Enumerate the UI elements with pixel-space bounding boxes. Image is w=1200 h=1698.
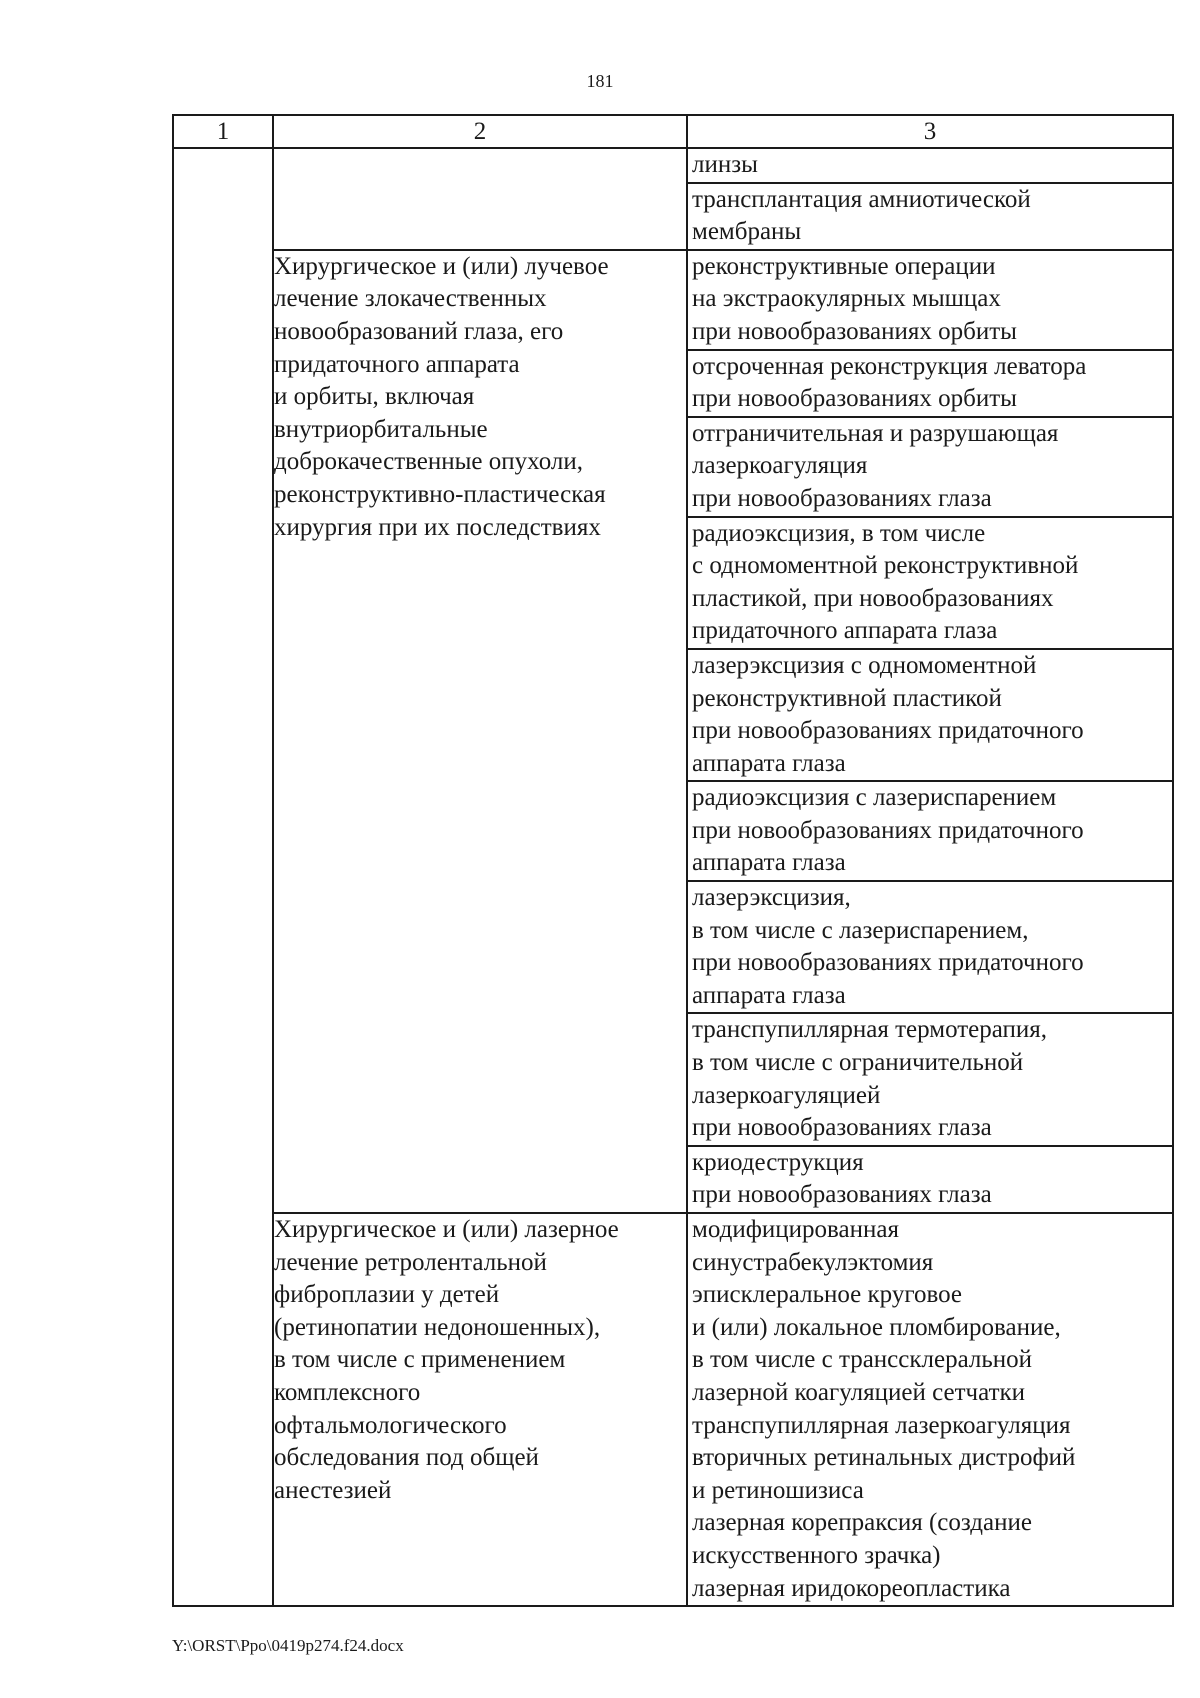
text-line: с одномоментной реконструктивной — [692, 552, 1079, 580]
text-line: эписклеральное круговое — [692, 1281, 963, 1309]
text-line: лазерной коагуляцией сетчатки — [692, 1378, 1026, 1406]
column-header-1: 1 — [173, 115, 273, 148]
column-header-3: 3 — [687, 115, 1173, 148]
procedure-entry — [688, 182, 1172, 249]
text-line: лечение злокачественных — [274, 285, 547, 313]
text-line: при новообразованиях глаза — [692, 1181, 992, 1209]
text-line: лазерэксцизия с одномоментной — [692, 651, 1037, 679]
text-line: новообразований глаза, его — [274, 317, 564, 345]
table-header-row — [173, 115, 1173, 148]
table-row — [173, 250, 1173, 1213]
procedure-entry — [688, 1012, 1172, 1144]
text-line: радиоэксцизия с лазериспарением — [692, 784, 1057, 812]
text-line: аппарата глаза — [692, 749, 846, 777]
text-line: при новообразованиях орбиты — [692, 385, 1017, 413]
text-line: реконструктивно-пластическая — [274, 480, 606, 508]
text-line: мембраны — [692, 218, 802, 246]
text-line: при новообразованиях орбиты — [692, 317, 1017, 345]
text-line: радиоэксцизия, в том числе — [692, 519, 986, 547]
text-line: модифицированная — [692, 1216, 899, 1243]
text-line: отсроченная реконструкция леватора — [692, 352, 1087, 380]
text-line: придаточного аппарата — [274, 350, 520, 378]
text-line: на экстраокулярных мышцах — [692, 285, 1001, 313]
text-line: при новообразованиях глаза — [692, 1114, 992, 1142]
text-line: фиброплазии у детей — [274, 1281, 500, 1309]
text-line: лазерэксцизия, — [692, 884, 851, 912]
text-line: реконструктивные операции — [692, 252, 996, 280]
procedure-entry — [688, 1145, 1172, 1212]
procedures-cell — [687, 148, 1173, 250]
text-line: лазерная иридокореопластика — [692, 1574, 1011, 1602]
procedure-entry — [688, 251, 1172, 349]
text-line: аппарата глаза — [692, 981, 846, 1009]
text-line: при новообразованиях придаточного — [692, 816, 1084, 844]
treatment-cell — [273, 1213, 687, 1606]
table-row — [173, 1213, 1173, 1606]
procedures-cell — [687, 1213, 1173, 1606]
text-line: комплексного — [274, 1378, 421, 1406]
text-line: вторичных ретинальных дистрофий — [692, 1444, 1076, 1472]
text-line: в том числе с ограничительной — [692, 1049, 1024, 1077]
text-line: лазерная корепраксия (создание — [692, 1509, 1032, 1537]
text-line: криодеструкция — [692, 1148, 864, 1176]
text-line: трансплантация амниотической — [692, 185, 1031, 213]
page-number: 181 — [586, 71, 614, 91]
procedure-entry — [688, 516, 1172, 648]
text-line: лечение ретролентальной — [274, 1248, 547, 1276]
procedures-table — [172, 114, 1174, 1607]
procedure-entry — [688, 1214, 1172, 1605]
text-line: при новообразованиях придаточного — [692, 949, 1084, 977]
text-line: линзы — [692, 151, 758, 178]
text-line: искусственного зрачка) — [692, 1541, 941, 1569]
text-line: и орбиты, включая — [274, 383, 475, 411]
column-header-2: 2 — [273, 115, 687, 148]
text-line: лазеркоагуляция — [692, 452, 868, 480]
text-line: в том числе с лазериспарением, — [692, 916, 1029, 944]
text-line: (ретинопатии недоношенных), — [274, 1313, 601, 1341]
procedure-entry — [688, 780, 1172, 880]
text-line: анестезией — [274, 1476, 392, 1504]
text-line: в том числе с применением — [274, 1346, 566, 1374]
treatment-cell — [273, 148, 687, 250]
text-line: обследования под общей — [274, 1444, 539, 1472]
text-line: в том числе с транссклеральной — [692, 1346, 1033, 1374]
text-line: хирургия при их последствиях — [274, 513, 601, 541]
table-row — [173, 148, 1173, 250]
procedure-entry — [688, 349, 1172, 416]
text-line: транспупиллярная термотерапия, — [692, 1016, 1048, 1044]
procedure-entry — [688, 648, 1172, 780]
text-line: внутриорбитальные — [274, 415, 488, 443]
text-line: Хирургическое и (или) лучевое — [274, 252, 609, 280]
footer-file-path: Y:\ORST\Ppo\0419p274.f24.docx — [172, 1636, 404, 1655]
text-line: лазеркоагуляцией — [692, 1081, 881, 1109]
text-line: отграничительная и разрушающая — [692, 419, 1059, 447]
column-1-cell — [173, 148, 273, 1606]
text-line: транспупиллярная лазеркоагуляция — [692, 1411, 1071, 1439]
text-line: при новообразованиях придаточного — [692, 717, 1084, 745]
text-line: аппарата глаза — [692, 849, 846, 877]
text-line: и (или) локальное пломбирование, — [692, 1313, 1061, 1341]
procedure-entry — [688, 880, 1172, 1012]
text-line: при новообразованиях глаза — [692, 484, 992, 512]
text-line: Хирургическое и (или) лазерное — [274, 1216, 619, 1243]
text-line: офтальмологического — [274, 1411, 507, 1439]
text-line: придаточного аппарата глаза — [692, 617, 998, 645]
text-line: доброкачественные опухоли, — [274, 448, 583, 476]
text-line: реконструктивной пластикой — [692, 684, 1002, 712]
text-line: синустрабекулэктомия — [692, 1248, 934, 1276]
procedure-entry — [688, 149, 1172, 182]
procedure-entry — [688, 416, 1172, 516]
treatment-cell — [273, 250, 687, 1213]
text-line: пластикой, при новообразованиях — [692, 584, 1054, 612]
procedures-cell — [687, 250, 1173, 1213]
text-line: и ретиношизиса — [692, 1476, 864, 1504]
